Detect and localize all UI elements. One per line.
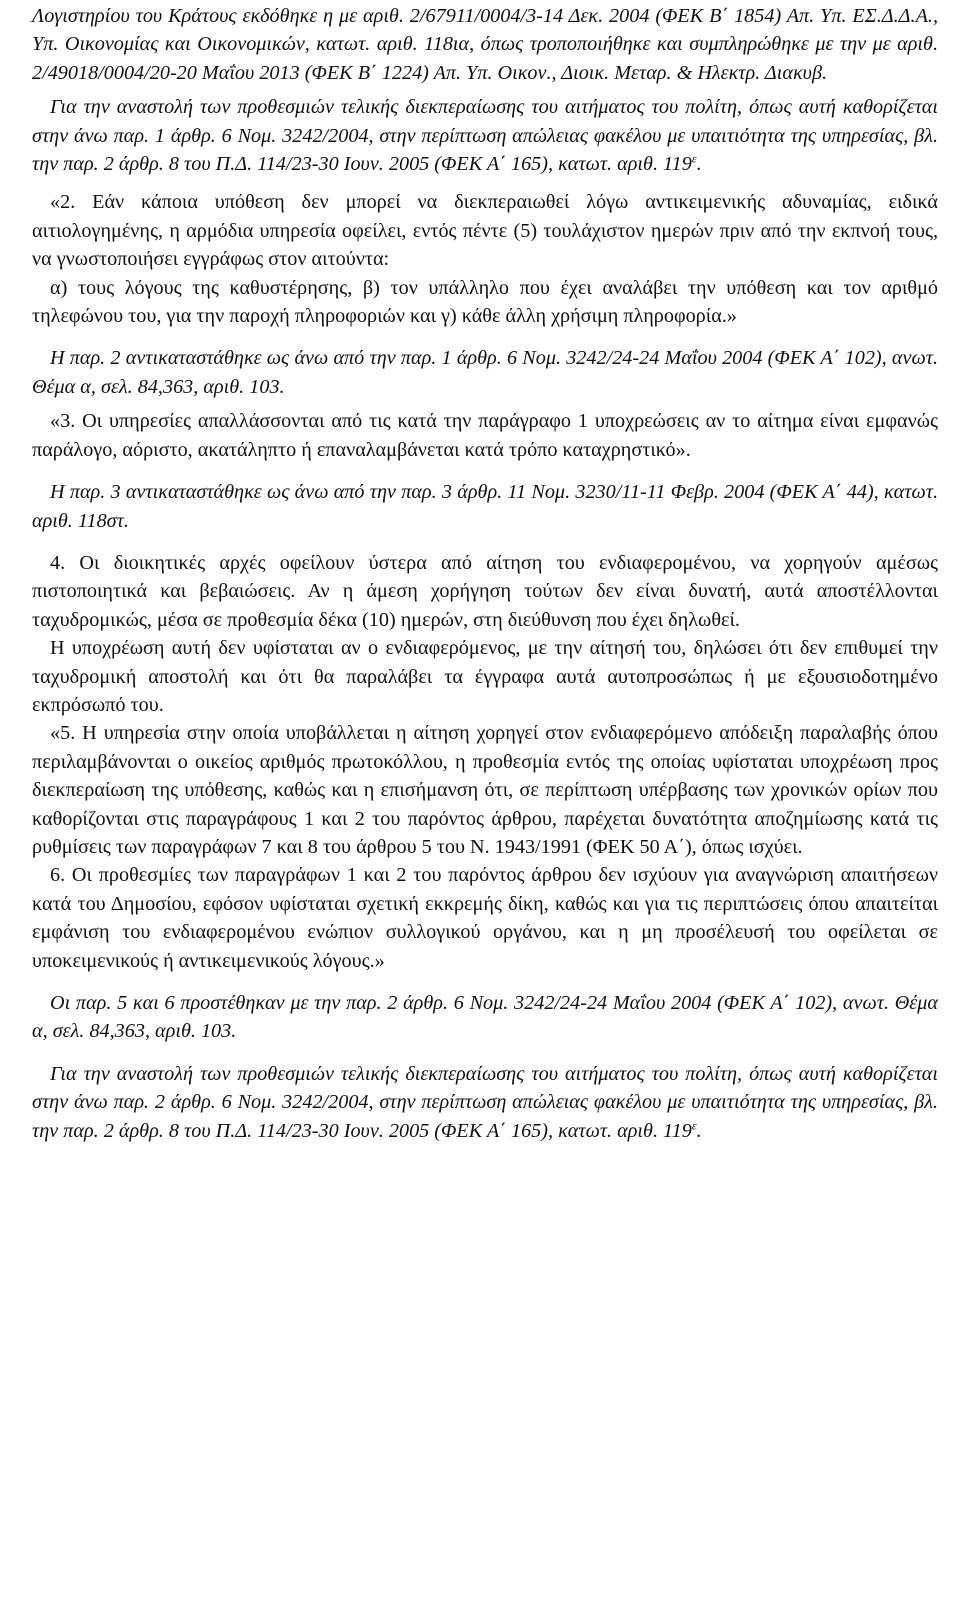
paragraph-suspension-note-1: [32, 93, 938, 178]
superscript-mark: ε: [691, 151, 697, 166]
paragraph-article-4: 4. Οι διοικητικές αρχές οφείλουν ύστερα από αίτηση του ενδιαφερομένου, να χορηγούν αμέσως πιστοποιητικά και βεβαιώσεις. Αν η άμεση χορήγηση τούτων δεν είναι δυνατή, αυτά αποστέλλονται ταχυδρομικώς, μέσα σε προθεσμία δέκα (10) ημερών, στη διεύθυνση που έχει δηλωθεί.: [32, 551, 938, 631]
paragraph-suspension-note-2: [32, 1060, 938, 1145]
paragraph-tail: .: [696, 1119, 702, 1142]
paragraph-amendment-note-par3: Η παρ. 3 αντικαταστάθηκε ως άνω από την παρ. 3 άρθρ. 11 Νομ. 3230/11-11 Φεβρ. 2004 (ΦΕΚ Α΄ 44), κατωτ. αριθ. 118στ.: [32, 481, 938, 532]
paragraph-article-6: 6. Οι προθεσμίες των παραγράφων 1 και 2 του παρόντος άρθρου δεν ισχύουν για αναγνώριση απαιτήσεων κατά του Δημοσίου, εφόσον υφίσταται σχετική εκκρεμής δίκη, καθώς και για τις περιπτώσεις όπου απαιτείται εμφάνιση του ενδιαφερομένου ενώπιον συλλογικού οργάνου, και η μη προσέλευσή του οφείλεται σε υποκειμενικούς ή αντικειμενικούς λόγους.»: [32, 864, 938, 972]
paragraph-article-2-items: α) τους λόγους της καθυστέρησης, β) τον υπάλληλο που έχει αναλάβει την υπόθεση και τον αριθμό τηλεφώνου του, για την παροχή πληροφοριών και γ) κάθε άλλη χρήσιμη πληροφορία.»: [32, 276, 938, 328]
paragraph-text: Για την αναστολή των προθεσμιών τελικής διεκπεραίωσης του αιτήματος του πολίτη, όπως αυτή καθορίζεται στην άνω παρ. 2 άρθρ. 6 Νομ. 3242/2004, στην περίπτωση απώλειας φακέλου με υπαιτιότητα της υπηρεσίας, βλ. την παρ. 2 άρθρ. 8 του Π.Δ. 114/23-30 Ιουν. 2005 (ΦΕΚ Α΄ 165), κατωτ. αριθ. 119: [32, 1062, 938, 1142]
paragraph-text: Για την αναστολή των προθεσμιών τελικής διεκπεραίωσης του αιτήματος του πολίτη, όπως αυτή καθορίζεται στην άνω παρ. 1 άρθρ. 6 Νομ. 3242/2004, στην περίπτωση απώλειας φακέλου με υπαιτιότητα της υπηρεσίας, βλ. την παρ. 2 άρθρ. 8 του Π.Δ. 114/23-30 Ιουν. 2005 (ΦΕΚ Α΄ 165), κατωτ. αριθ. 119: [32, 96, 938, 176]
document-page: [32, 2, 938, 1145]
paragraph-article-2: «2. Εάν κάποια υπόθεση δεν μπορεί να διεκπεραιωθεί λόγω αντικειμενικής αδυναμίας, ειδικά αιτιολογημένης, η αρμόδια υπηρεσία οφείλει, εντός πέντε (5) τουλάχιστον ημερών πριν από την εκπνοή τους, να γνωστοποιήσει εγγράφως στον αιτούντα:: [32, 191, 938, 271]
paragraph-article-5: «5. Η υπηρεσία στην οποία υποβάλλεται η αίτηση χορηγεί στον ενδιαφερόμενο απόδειξη παραλαβής όπου περιλαμβάνονται ο οικείος αριθμός πρωτοκόλλου, η προθεσμία εντός της οποίας υφίσταται υποχρέωση προς διεκπεραίωση της υπόθεσης, καθώς και η επισήμανση ότι, σε περίπτωση υπέρβασης των χρονικών ορίων που καθορίζονται στις παραγράφους 1 και 2 του παρόντος άρθρου, παρέχεται δυνατότητα αποζημίωσης κατά τις ρυθμίσεις των παραγράφων 7 και 8 του άρθρου 5 του Ν. 1943/1991 (ΦΕΚ 50 Α΄), όπως ισχύει.: [32, 722, 938, 858]
paragraph-tail: .: [696, 153, 702, 176]
paragraph-article-4-obligation: Η υποχρέωση αυτή δεν υφίσταται αν ο ενδιαφερόμενος, με την αίτησή του, δηλώσει ότι δεν επιθυμεί την ταχυδρομική αποστολή και ότι θα παραλάβει τα έγγραφα αυτά αυτοπροσώπως ή με εξουσιοδοτημένο εκπρόσωπό του.: [32, 637, 938, 716]
superscript-mark: ε: [691, 1117, 697, 1132]
paragraph-amendment-note-par2: Η παρ. 2 αντικαταστάθηκε ως άνω από την παρ. 1 άρθρ. 6 Νομ. 3242/24-24 Μαΐου 2004 (ΦΕΚ Α΄ 102), ανωτ. Θέμα α, σελ. 84,363, αριθ. 103.: [32, 347, 938, 398]
paragraph-legal-note-accounting: Λογιστηρίου του Κράτους εκδόθηκε η με αριθ. 2/67911/0004/3-14 Δεκ. 2004 (ΦΕΚ Β΄ 1854) Απ. Υπ. ΕΣ.Δ.Δ.Α., Υπ. Οικονομίας και Οικονομικών, κατωτ. αριθ. 118ια, όπως τροποποιήθηκε και συμπληρώθηκε με την με αριθ. 2/49018/0004/20-20 Μαΐου 2013 (ΦΕΚ Β΄ 1224) Απ. Υπ. Οικον., Διοικ. Μεταρ. & Ηλεκτρ. Διακυβ.: [32, 5, 938, 84]
paragraph-article-3: «3. Οι υπηρεσίες απαλλάσσονται από τις κατά την παράγραφο 1 υποχρεώσεις αν το αίτημα είναι εμφανώς παράλογο, αόριστο, ακατάληπτο ή επαναλαμβάνεται κατά τρόπο καταχρηστικό».: [32, 410, 938, 461]
paragraph-amendment-note-par5-6: Οι παρ. 5 και 6 προστέθηκαν με την παρ. 2 άρθρ. 6 Νομ. 3242/24-24 Μαΐου 2004 (ΦΕΚ Α΄ 102), ανωτ. Θέμα α, σελ. 84,363, αριθ. 103.: [32, 992, 938, 1043]
